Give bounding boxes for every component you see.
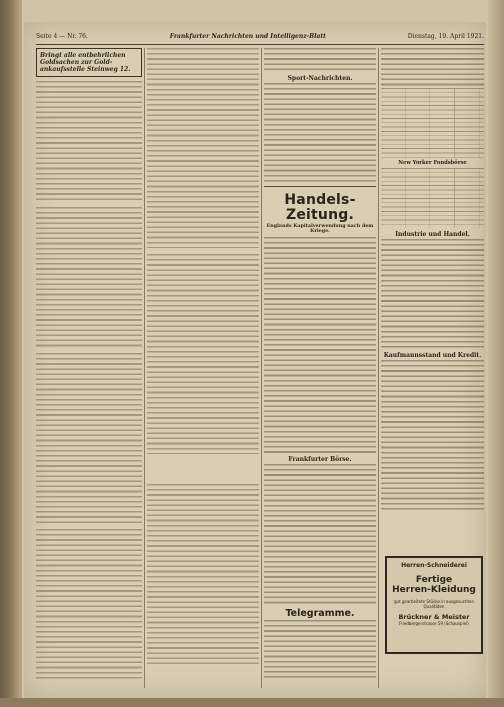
section-heading-handel: Handels-Zeitung.: [284, 192, 356, 224]
section-heading-kursnotiz: New Yorker Fondsbörse: [398, 160, 467, 166]
column-3: [264, 48, 376, 688]
page-edge-right: [488, 0, 504, 707]
section-heading-boerse: Frankfurter Börse.: [288, 456, 352, 464]
article-body: [381, 48, 484, 88]
ad-line-fertige: Fertige: [415, 575, 453, 585]
ad-line-kleidung: Herren-Kleidung: [392, 585, 476, 595]
gold-collection-notice: [36, 48, 142, 77]
ad-address: Friedbergerstrasse 59 (Schauspiel): [399, 621, 469, 626]
article-body: [381, 239, 484, 349]
header-page-number: Seite 4 — Nr. 76.: [36, 32, 88, 40]
tailor-advertisement: [385, 556, 483, 654]
page-header: [36, 30, 484, 45]
column-1: [36, 48, 142, 688]
article-body: [264, 620, 376, 680]
ad-line-description: gut gearbeitete Stücke in ausgesuchten Qualitäten: [393, 599, 475, 609]
stock-table: [381, 168, 484, 228]
section-heading-sport: Sport-Nachrichten.: [287, 75, 353, 82]
section-heading-telegramme: Telegramme.: [285, 608, 355, 620]
binding-edge: [0, 0, 22, 707]
article-body: [264, 237, 376, 453]
page-edge-bottom: [0, 698, 504, 707]
notice-line: Goldsachen zur Gold-: [40, 59, 113, 66]
header-date: Dienstag, 19. April 1921.: [407, 32, 484, 40]
ad-firm-name: Brückner & Meister: [398, 613, 470, 621]
ad-line-schneiderei: Herren-Schneiderei: [401, 562, 467, 569]
article-body: [36, 81, 142, 679]
section-heading-kaufmann: Kaufmannsstand und Kredit.: [383, 352, 482, 360]
section-divider: [264, 186, 376, 187]
stock-table: [381, 88, 484, 158]
article-body: [147, 48, 259, 664]
article-body: [264, 48, 376, 72]
article-body: [264, 464, 376, 604]
article-body: [264, 83, 376, 183]
notice-line: Bringt alle entbehrlichen: [40, 52, 126, 59]
column-2: [147, 48, 259, 688]
subheading-handel: Englands Kapitalverwendung nach dem Kriege.: [266, 223, 374, 235]
notice-line: ankaufsstelle Steinweg 12.: [40, 66, 131, 73]
column-rule: [378, 48, 379, 688]
column-rule: [261, 48, 262, 688]
section-heading-industrie: Industrie und Handel.: [395, 231, 470, 239]
article-body: [381, 360, 484, 510]
header-masthead: Frankfurter Nachrichten und Intelligenz-Blatt: [169, 32, 326, 40]
column-rule: [144, 48, 145, 688]
